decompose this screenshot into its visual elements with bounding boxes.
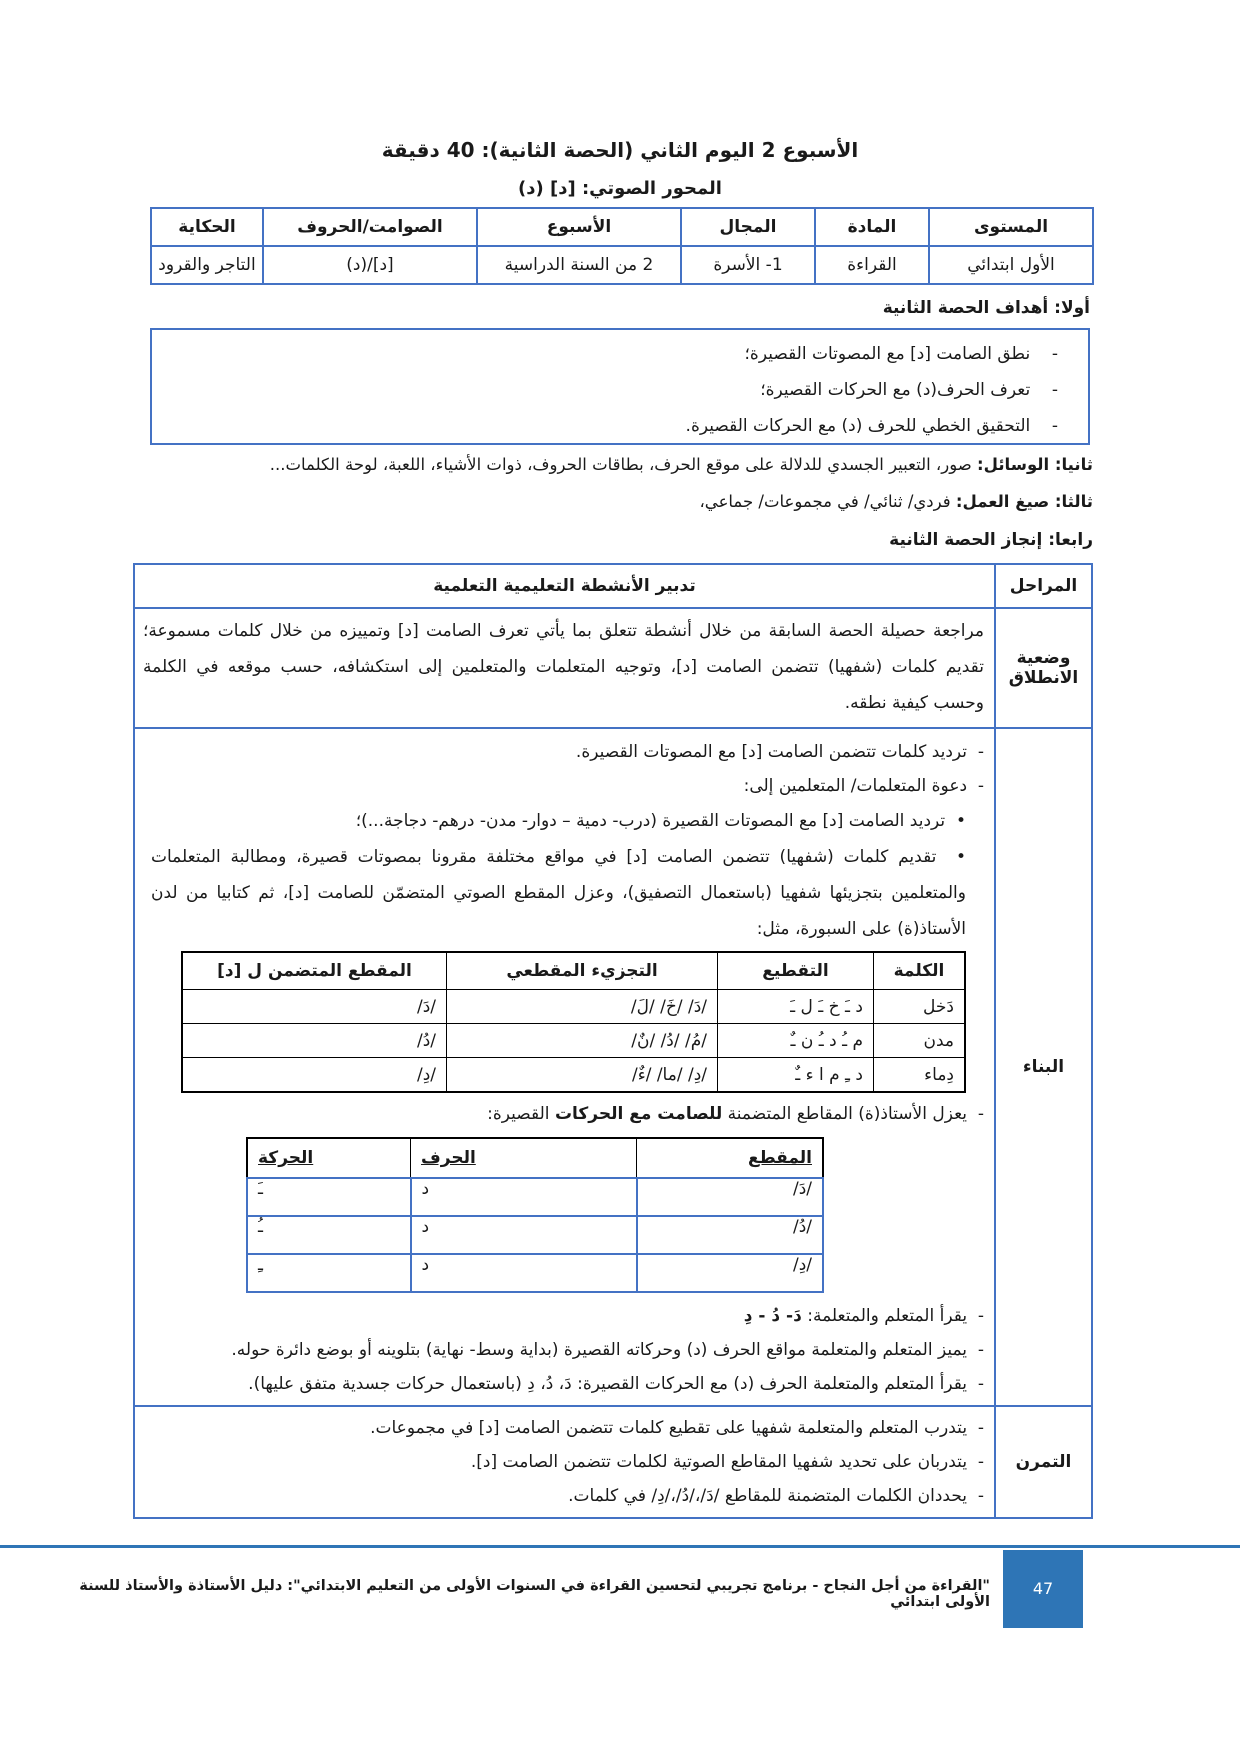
vowel-header: المقطع <box>637 1138 824 1178</box>
syllable-cell: دَخل <box>874 990 966 1024</box>
info-value: التاجر والقرود <box>151 246 263 284</box>
build-line: - يقرأ المتعلم والمتعلمة الحرف (د) مع الحركات القصيرة: دَ، دُ، دِ (باستعمال حركات جسدية متفق عليها). <box>248 1374 984 1394</box>
section-means <box>133 455 1093 474</box>
vowel-cell: د <box>411 1216 637 1254</box>
syllable-cell: /دِ/ /ما/ /ءٌ/ <box>447 1058 718 1093</box>
page-number: 47 <box>1003 1550 1083 1628</box>
syllable-cell: دِماء <box>874 1058 966 1093</box>
info-table <box>150 207 1094 285</box>
info-table-value-row <box>151 246 1093 284</box>
table-row <box>182 990 965 1024</box>
syllable-cell: /دَ/ <box>182 990 447 1024</box>
page-subtitle: المحور الصوتي: [د] (د) <box>518 178 722 199</box>
info-header: الصوامت/الحروف <box>263 208 477 246</box>
vowel-cell: /دِ/ <box>637 1254 824 1292</box>
vowel-cell: ـَ <box>247 1178 411 1216</box>
table-row <box>182 1024 965 1058</box>
info-header: المستوى <box>929 208 1093 246</box>
table-row <box>182 1058 965 1093</box>
practice-line: - يتدرب المتعلم والمتعلمة شفهيا على تقطيع كلمات تتضمن الصامت [د] في مجموعات. <box>370 1418 984 1438</box>
stage-practice-content <box>134 1406 995 1518</box>
practice-line: - يتدربان على تحديد شفهيا المقاطع الصوتية لكلمات تتضمن الصامت [د]. <box>470 1452 984 1472</box>
syllable-cell: مدن <box>874 1024 966 1058</box>
goals-box <box>150 328 1090 445</box>
stage-build-label: البناء <box>995 728 1092 1406</box>
syllable-header: المقطع المتضمن ل [د] <box>182 952 447 990</box>
stage-practice-label: التمرن <box>995 1406 1092 1518</box>
info-header: الأسبوع <box>477 208 681 246</box>
table-row <box>247 1254 823 1292</box>
col-activities-header: تدبير الأنشطة التعليمية التعلمية <box>134 564 995 608</box>
table-row <box>247 1216 823 1254</box>
syllable-header: الكلمة <box>874 952 966 990</box>
stage-start-text: مراجعة حصيلة الحصة السابقة من خلال أنشطة تتعلق بما يأتي تعرف الصامت [د] وتمييزه من خلال كلمات مسموعة؛ تقديم كلمات (شفهيا) تتضمن الصامت [د]، وتوجيه المتعلمات والمتعلمين إلى استكشافه، حسب موقعه في الكلمة وحسب كيفية نطقه. <box>134 608 995 728</box>
syllable-cell: /دِ/ <box>182 1058 447 1093</box>
table-row <box>247 1178 823 1216</box>
info-header: المجال <box>681 208 815 246</box>
vowel-header: الحركة <box>247 1138 411 1178</box>
build-line: - يقرأ المتعلم والمتعلمة: دَ- دُ - دِ <box>743 1306 984 1326</box>
section-work-forms <box>699 492 1093 511</box>
stage-practice-row <box>134 1406 1092 1518</box>
build-line: - يميز المتعلم والمتعلمة مواقع الحرف (د) وحركاته القصيرة (بداية وسط- نهاية) بتلوينه أو بوضع دائرة حوله. <box>231 1340 984 1360</box>
vowel-cell: د <box>411 1178 637 1216</box>
vowel-header: الحرف <box>411 1138 637 1178</box>
info-value: [د]/(د) <box>263 246 477 284</box>
vowel-cell: ـِ <box>247 1254 411 1292</box>
info-header: الحكاية <box>151 208 263 246</box>
activities-header-row <box>134 564 1092 608</box>
syllable-cell: د ـَ خ ـَ ل ـَ <box>718 990 874 1024</box>
syllable-cell: د ـِ م ا ء ـٌ <box>718 1058 874 1093</box>
vowel-table <box>246 1137 824 1293</box>
activities-table <box>133 563 1093 1519</box>
info-value: القراءة <box>815 246 929 284</box>
vowel-cell: د <box>411 1254 637 1292</box>
info-value: الأول ابتدائي <box>929 246 1093 284</box>
stage-start-row <box>134 608 1092 728</box>
stage-build-row <box>134 728 1092 1406</box>
build-bullet: • ترديد الصامت [د] مع المصوتات القصيرة (درب- دمية – دوار- مدن- درهم- دجاجة...)؛ <box>355 811 966 831</box>
section-goals-title: أولا: أهداف الحصة الثانية <box>882 298 1090 318</box>
vowel-header-row <box>247 1138 823 1178</box>
syllable-cell: /دَ/ /خَ/ /لَ/ <box>447 990 718 1024</box>
info-table-header-row <box>151 208 1093 246</box>
info-value: 1- الأسرة <box>681 246 815 284</box>
goal-item: - التحقيق الخطي للحرف (د) مع الحركات القصيرة. <box>685 416 1058 436</box>
syllable-header: التجزيء المقطعي <box>447 952 718 990</box>
syllable-cell: /مُ/ /دُ/ /نٌ/ <box>447 1024 718 1058</box>
section-execution-title: رابعا: إنجاز الحصة الثانية <box>889 530 1093 550</box>
vowel-cell: /دَ/ <box>637 1178 824 1216</box>
goal-item: - نطق الصامت [د] مع المصوتات القصيرة؛ <box>744 344 1058 364</box>
build-line: - دعوة المتعلمات/ المتعلمين إلى: <box>743 776 984 796</box>
work-forms-text: فردي/ ثنائي/ في مجموعات/ جماعي، <box>699 492 951 511</box>
build-line: - يعزل الأستاذ(ة) المقاطع المتضمنة للصامت مع الحركات القصيرة: <box>487 1104 984 1124</box>
means-text: صور، التعبير الجسدي للدلالة على موقع الحرف، بطاقات الحروف، ذوات الأشياء، اللعبة، لوحة الكلمات... <box>269 455 972 474</box>
syllable-cell: م ـُ د ـُ ن ـٌ <box>718 1024 874 1058</box>
info-value: 2 من السنة الدراسية <box>477 246 681 284</box>
vowel-cell: ـُ <box>247 1216 411 1254</box>
practice-line: - يحددان الكلمات المتضمنة للمقاطع /دَ/،/دُ/،/دِ/ في كلمات. <box>568 1486 984 1506</box>
footer-divider <box>0 1545 1240 1548</box>
stage-start-label: وضعية الانطلاق <box>995 608 1092 728</box>
stage-build-content <box>134 728 995 1406</box>
footer-title: "القراءة من أجل النجاح - برنامج تجريبي لتحسين القراءة في السنوات الأولى من التعليم الابتدائي": دليل الأستاذة والأستاذ للسنة الأولى ابتدائي <box>79 1578 990 1610</box>
means-label: ثانيا: الوسائل: <box>977 455 1093 474</box>
goal-item: - تعرف الحرف(د) مع الحركات القصيرة؛ <box>760 380 1058 400</box>
col-stage-header: المراحل <box>995 564 1092 608</box>
syllable-table <box>181 951 966 1093</box>
build-line: - ترديد كلمات تتضمن الصامت [د] مع المصوتات القصيرة. <box>575 742 984 762</box>
syllable-header-row <box>182 952 965 990</box>
page-title: الأسبوع 2 اليوم الثاني (الحصة الثانية): 40 دقيقة <box>381 138 859 162</box>
syllable-cell: /دُ/ <box>182 1024 447 1058</box>
syllable-header: التقطيع <box>718 952 874 990</box>
build-bullet: • تقديم كلمات (شفهيا) تتضمن الصامت [د] في مواقع مختلفة مقرونا بمصوتات قصيرة، ومطالبة المتعلمات والمتعلمين بتجزيئها شفهيا (باستعمال التصفيق)، وعزل المقطع الصوتي المتضمّن للصامت [د]، ثم كتابيا من لدن الأستاذ(ة) على السبورة، مثل: <box>151 847 966 939</box>
work-forms-label: ثالثا: صيغ العمل: <box>955 492 1093 511</box>
vowel-cell: /دُ/ <box>637 1216 824 1254</box>
info-header: المادة <box>815 208 929 246</box>
